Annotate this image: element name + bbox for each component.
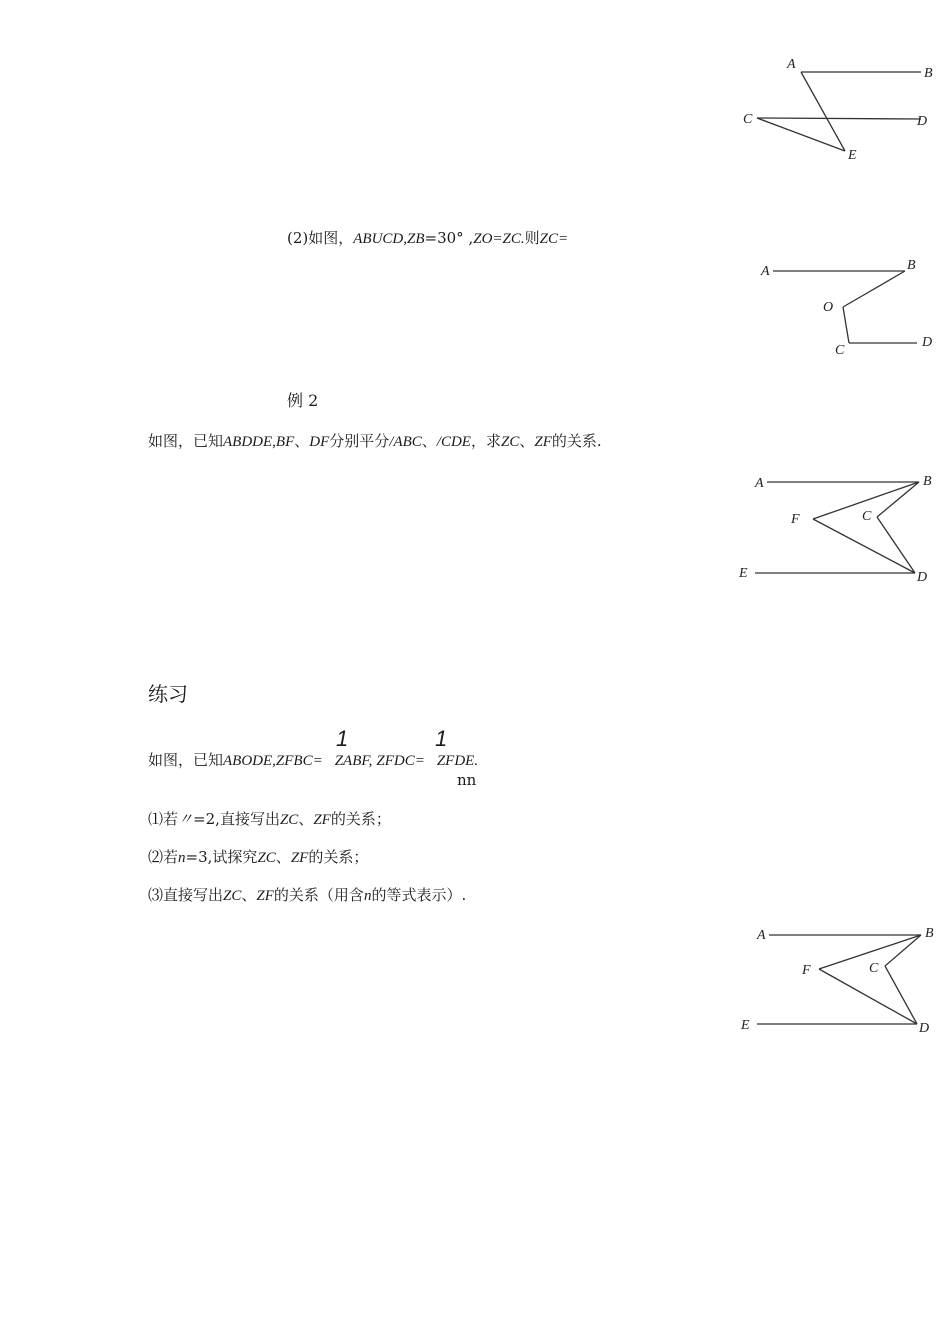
practice-title: 练习 (148, 682, 188, 706)
segment-bc (877, 482, 919, 517)
label-f: F (802, 963, 811, 978)
segment-cd (757, 118, 921, 119)
segment-ae (801, 72, 845, 151)
fraction-numerator-1: 1 (336, 726, 349, 751)
label-b: B (925, 926, 934, 941)
label-c: C (869, 961, 879, 976)
segment-bo (843, 271, 905, 307)
label-d: D (917, 570, 928, 585)
question-number: (2) (287, 229, 309, 247)
figure-2 (755, 255, 945, 365)
segment-oc (843, 307, 849, 343)
figure-3 (735, 465, 945, 590)
question-2: (2)如图，ABUCD,ZB=30° ,ZO=ZC.则ZC= (287, 229, 569, 247)
label-e: E (741, 1018, 750, 1033)
label-c: C (743, 112, 753, 127)
practice-question-2: ⑵若n=3,试探究ZC、ZF的关系； (148, 848, 369, 866)
practice-statement: 如图，已知ABODE,ZFBC= ZABF, ZFDC= ZFDE. (148, 751, 479, 769)
label-f: F (791, 512, 800, 527)
label-c: C (862, 509, 872, 524)
segment-bc (885, 935, 921, 966)
example-2-title: 例 2 (287, 391, 319, 410)
label-e: E (848, 148, 857, 163)
label-e: E (739, 566, 748, 581)
fraction-denominators: nn (457, 771, 477, 789)
label-d: D (919, 1021, 930, 1036)
segment-cd (877, 517, 915, 573)
label-b: B (923, 474, 932, 489)
label-d: D (917, 114, 928, 129)
figure-1 (735, 50, 945, 170)
label-b: B (924, 66, 933, 81)
example-2-statement: 如图，已知ABDDE,BF、DF分别平分/ABC、/CDE，求ZC、ZF的关系. (148, 432, 602, 450)
label-b: B (907, 258, 916, 273)
segment-ce (757, 118, 845, 151)
label-o: O (823, 300, 834, 315)
label-a: A (757, 928, 766, 943)
practice-question-3: ⑶直接写出ZC、ZF的关系（用含n的等式表示）. (148, 886, 467, 904)
fraction-numerator-2: 1 (435, 726, 448, 751)
label-d: D (922, 335, 933, 350)
label-a: A (755, 476, 764, 491)
practice-question-1: ⑴若〃=2,直接写出ZC、ZF的关系； (148, 810, 391, 828)
label-c: C (835, 343, 845, 358)
figure-4 (735, 918, 945, 1043)
segment-fd (813, 519, 915, 573)
label-a: A (761, 264, 770, 279)
label-a: A (787, 57, 796, 72)
